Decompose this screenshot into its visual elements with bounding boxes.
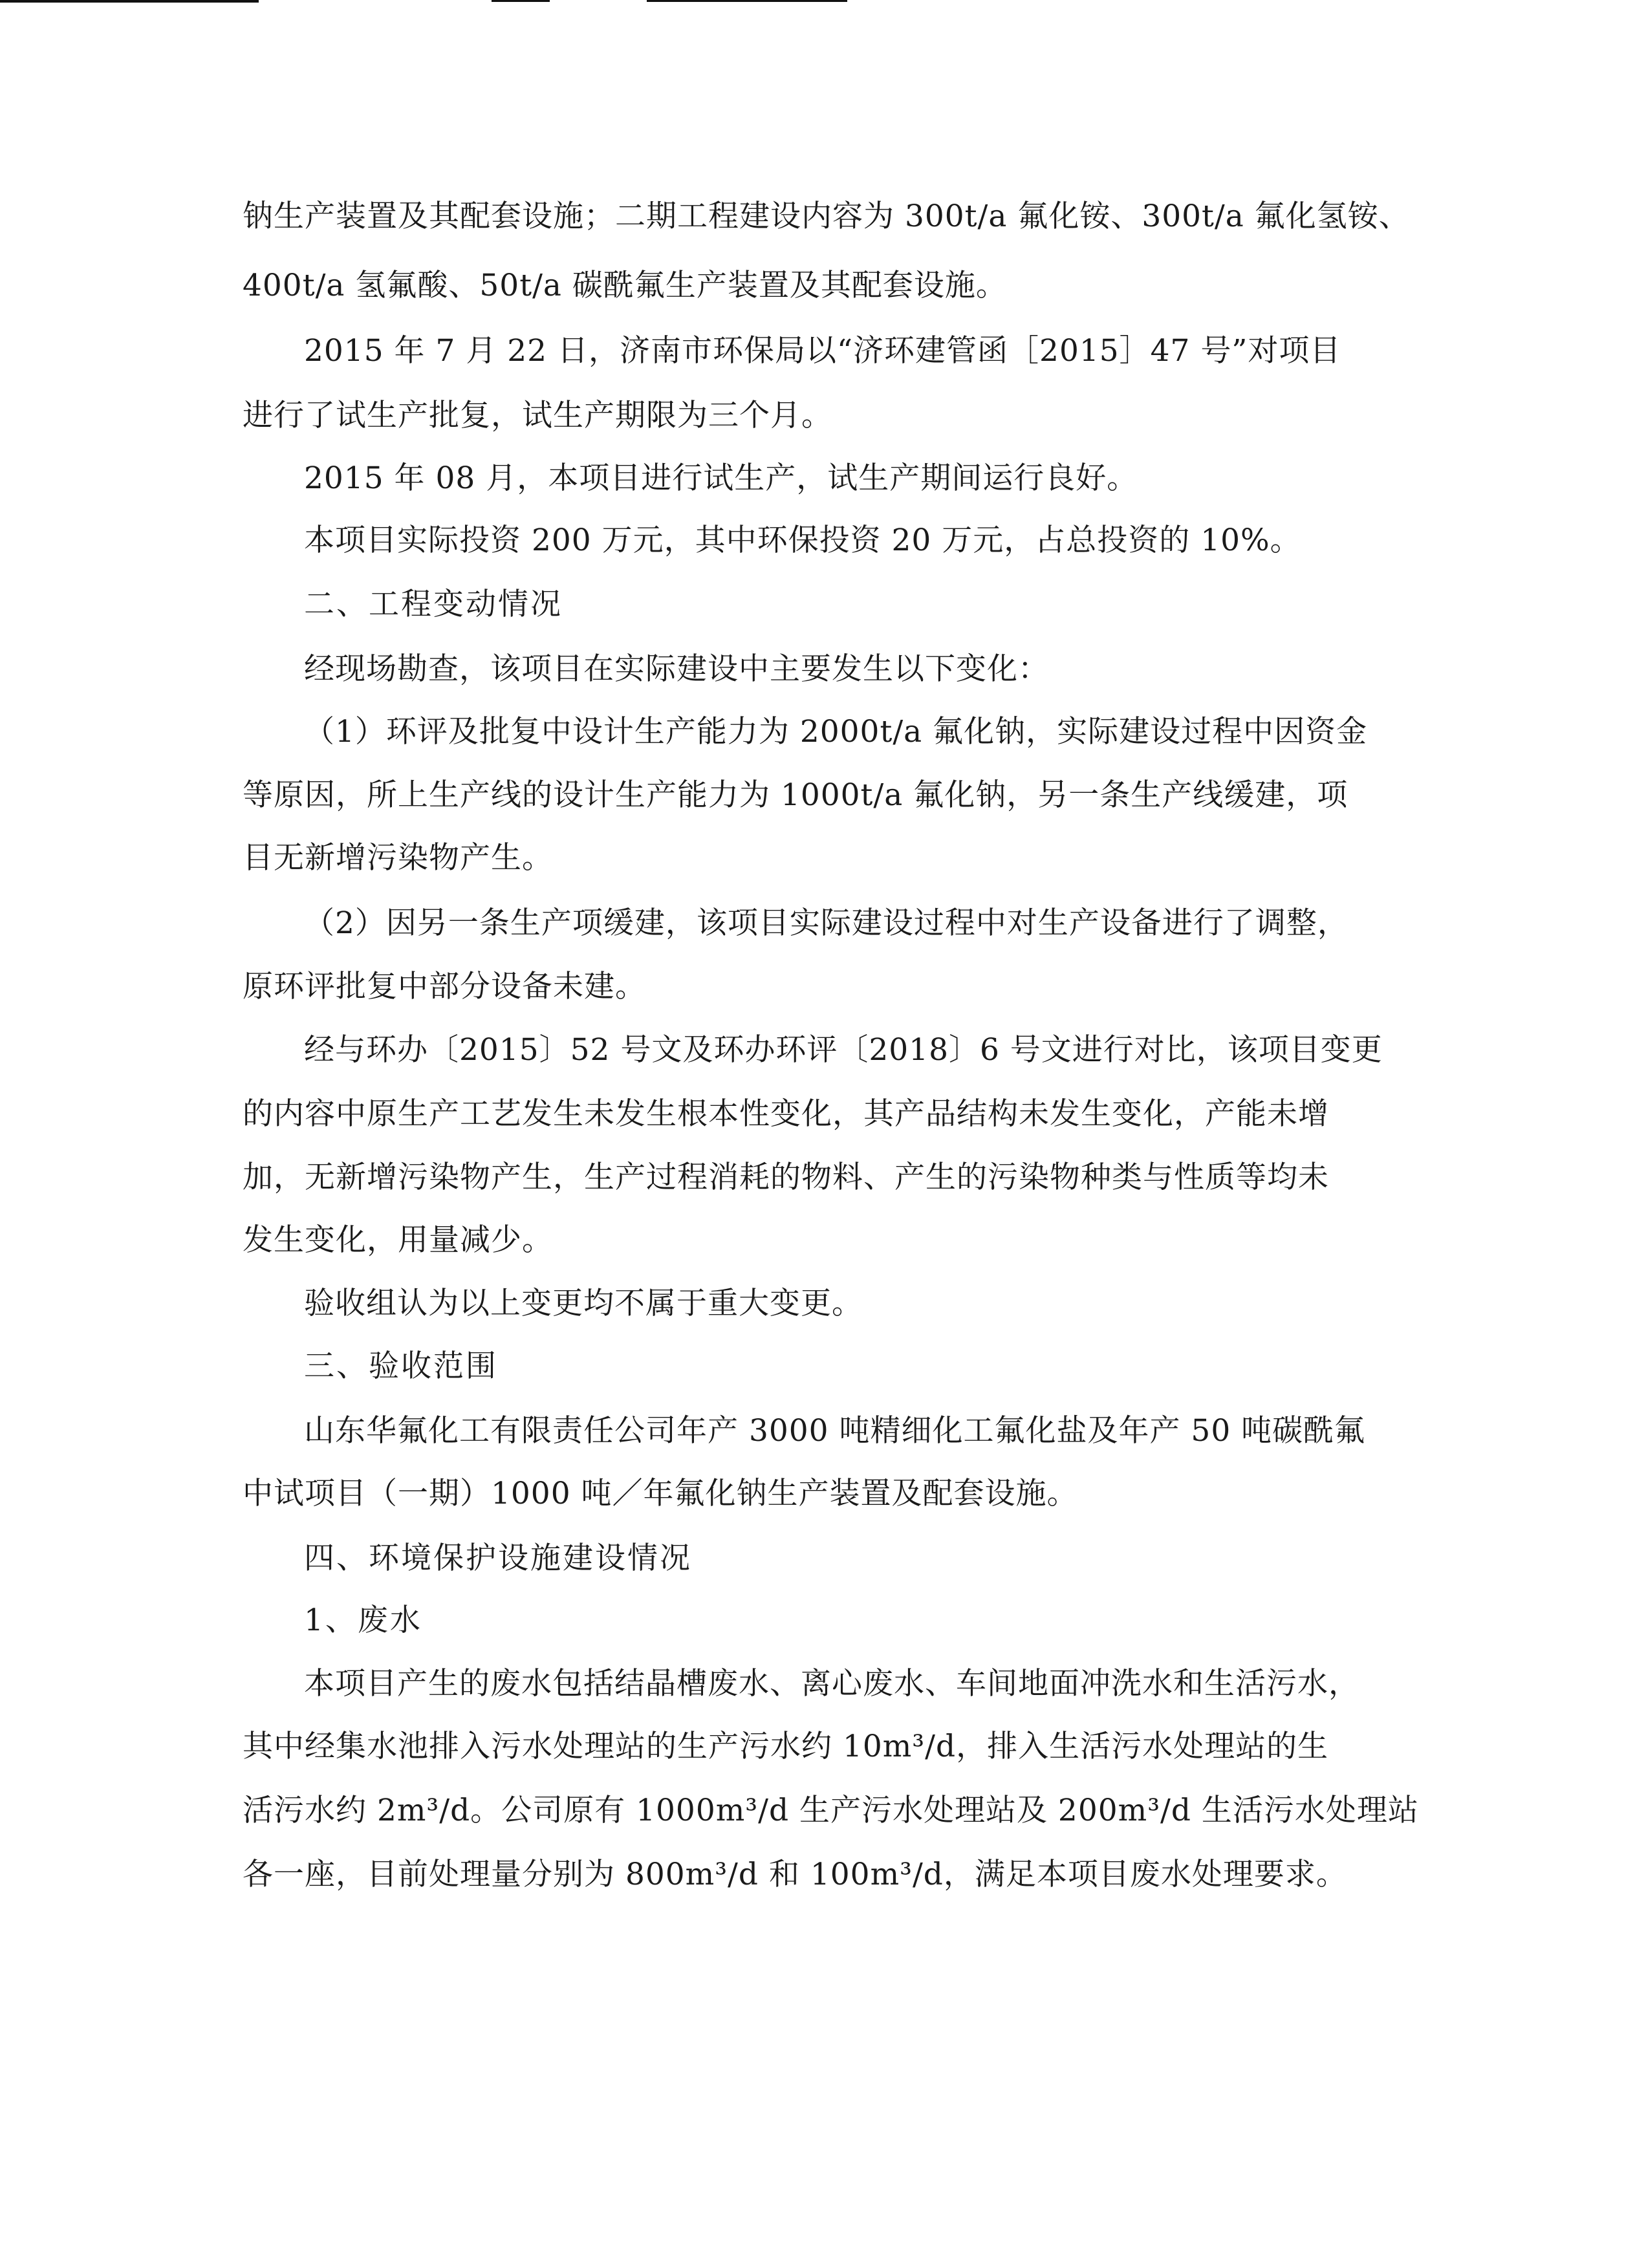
paragraph-line: 其中经集水池排入污水处理站的生产污水约 10m³/d，排入生活污水处理站的生 (243, 1729, 1329, 1764)
paragraph-line: 目无新增污染物产生。 (243, 840, 553, 876)
paragraph-line: 发生变化，用量减少。 (243, 1222, 553, 1258)
paragraph-line: 2015 年 7 月 22 日，济南市环保局以“济环建管函［2015］47 号”对项目 (304, 333, 1341, 369)
paragraph-line: 钠生产装置及其配套设施；二期工程建设内容为 300t/a 氟化铵、300t/a 氟化氢铵、 (243, 199, 1410, 234)
paragraph-line: 2015 年 08 月，本项目进行试生产，试生产期间运行良好。 (304, 460, 1138, 496)
paragraph-line: 经与环办〔2015〕52 号文及环办环评〔2018〕6 号文进行对比，该项目变更 (304, 1032, 1383, 1068)
section-heading: 三、验收范围 (304, 1348, 498, 1384)
paragraph-line: （1）环评及批复中设计生产能力为 2000t/a 氟化钠，实际建设过程中因资金 (304, 714, 1368, 750)
scan-edge-mark (647, 0, 847, 2)
scan-edge-mark (0, 0, 259, 3)
paragraph-line: 本项目实际投资 200 万元，其中环保投资 20 万元，占总投资的 10%。 (304, 523, 1301, 558)
paragraph-line: 经现场勘查，该项目在实际建设中主要发生以下变化： (304, 651, 1049, 687)
paragraph-line: 各一座，目前处理量分别为 800m³/d 和 100m³/d，满足本项目废水处理要求。 (243, 1857, 1347, 1892)
section-heading: 二、工程变动情况 (304, 587, 563, 622)
paragraph-line: 原环评批复中部分设备未建。 (243, 969, 646, 1004)
paragraph-line: 加，无新增污染物产生，生产过程消耗的物料、产生的污染物种类与性质等均未 (243, 1160, 1329, 1195)
paragraph-line: 验收组认为以上变更均不属于重大变更。 (304, 1286, 863, 1321)
paragraph-line: 山东华氟化工有限责任公司年产 3000 吨精细化工氟化盐及年产 50 吨碳酰氟 (304, 1413, 1366, 1449)
paragraph-line: 的内容中原生产工艺发生未发生根本性变化，其产品结构未发生变化，产能未增 (243, 1096, 1329, 1132)
subsection-heading: 1、废水 (304, 1603, 422, 1638)
paragraph-line: 400t/a 氢氟酸、50t/a 碳酰氟生产装置及其配套设施。 (243, 268, 1007, 303)
paragraph-line: 中试项目（一期）1000 吨／年氟化钠生产装置及配套设施。 (243, 1476, 1078, 1511)
paragraph-line: 本项目产生的废水包括结晶槽废水、离心废水、车间地面冲洗水和生活污水， (304, 1666, 1359, 1701)
paragraph-line: 等原因，所上生产线的设计生产能力为 1000t/a 氟化钠，另一条生产线缓建，项 (243, 777, 1348, 813)
paragraph-line: 进行了试生产批复，试生产期限为三个月。 (243, 398, 832, 433)
scan-edge-mark (492, 0, 550, 2)
paragraph-line: （2）因另一条生产项缓建，该项目实际建设过程中对生产设备进行了调整， (304, 905, 1348, 941)
section-heading: 四、环境保护设施建设情况 (304, 1540, 692, 1576)
paragraph-line: 活污水约 2m³/d。公司原有 1000m³/d 生产污水处理站及 200m³/d 生活污水处理站 (243, 1793, 1419, 1828)
